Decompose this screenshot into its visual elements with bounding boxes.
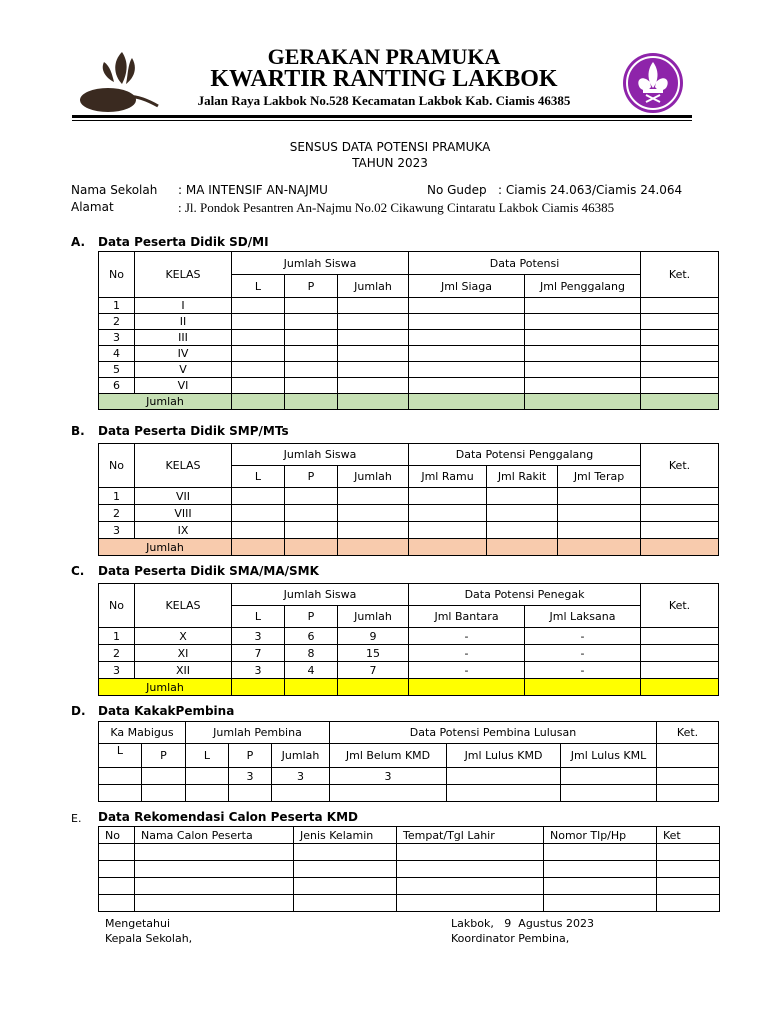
cell-l: 7: [232, 645, 285, 662]
cell-kelas: I: [135, 298, 232, 314]
cell-kelas: XII: [135, 662, 232, 679]
gudep-label: No Gudep: [427, 183, 487, 197]
col-jml-laksana: Jml Laksana: [525, 606, 641, 628]
col-l: L: [186, 744, 229, 768]
col-jumlah: Jumlah: [338, 606, 409, 628]
header-rule-thin: [72, 120, 692, 121]
cell-no: 2: [99, 314, 135, 330]
col-no: No: [99, 252, 135, 298]
col-no: No: [99, 584, 135, 628]
col-ttl: Tempat/Tgl Lahir: [397, 827, 544, 844]
col-jumlah-siswa: Jumlah Siswa: [232, 444, 409, 466]
section-a-title: Data Peserta Didik SD/MI: [98, 235, 269, 249]
cell-jumlah: 15: [338, 645, 409, 662]
table-row: [99, 645, 719, 662]
cell-kelas: VI: [135, 378, 232, 394]
doc-title: SENSUS DATA POTENSI PRAMUKA: [289, 140, 491, 154]
section-d-title: Data KakakPembina: [98, 704, 235, 718]
col-l: L: [232, 606, 285, 628]
col-nama: Nama Calon Peserta: [135, 827, 294, 844]
col-jml-rakit: Jml Rakit: [487, 466, 558, 488]
col-jumlah: Jumlah: [272, 744, 330, 768]
col-kelas: KELAS: [135, 252, 232, 298]
cell-no: 6: [99, 378, 135, 394]
table-row: [99, 346, 719, 362]
table-row: [99, 314, 719, 330]
col-kelas: KELAS: [135, 584, 232, 628]
col-ket: Ket.: [657, 722, 719, 744]
section-a-letter: A.: [71, 235, 86, 249]
table-row: [99, 662, 719, 679]
col-jumlah-siswa: Jumlah Siswa: [232, 584, 409, 606]
cell-belum-kmd: 3: [330, 768, 447, 785]
total-label: Jumlah: [99, 539, 232, 556]
table-row: [99, 895, 720, 912]
school-value: : MA INTENSIF AN-NAJMU: [178, 183, 328, 197]
table-row: [99, 628, 719, 645]
col-data-potensi: Data Potensi Penggalang: [409, 444, 641, 466]
col-jml-terap: Jml Terap: [558, 466, 641, 488]
cell-no: 3: [99, 522, 135, 539]
total-label: Jumlah: [99, 394, 232, 410]
table-row: [99, 298, 719, 314]
section-e-title: Data Rekomendasi Calon Peserta KMD: [98, 810, 358, 824]
cell-no: 4: [99, 346, 135, 362]
table-row: [99, 330, 719, 346]
cell-no: 5: [99, 362, 135, 378]
col-jml-ramu: Jml Ramu: [409, 466, 487, 488]
table-row: [99, 861, 720, 878]
col-jml-lulus-kmd: Jml Lulus KMD: [447, 744, 561, 768]
section-c-letter: C.: [71, 564, 85, 578]
col-jml-penggalang: Jml Penggalang: [525, 275, 641, 298]
table-row: [99, 505, 719, 522]
cell-kelas: V: [135, 362, 232, 378]
col-no: No: [99, 444, 135, 488]
col-kelas: KELAS: [135, 444, 232, 488]
section-b-letter: B.: [71, 424, 85, 438]
col-l: L: [232, 466, 285, 488]
table-pembina: [98, 721, 719, 802]
cell-l: 3: [232, 662, 285, 679]
table-smp: [98, 443, 719, 556]
col-p: P: [142, 744, 186, 768]
section-c-title: Data Peserta Didik SMA/MA/SMK: [98, 564, 319, 578]
total-row: [99, 394, 719, 410]
col-l: L: [232, 275, 285, 298]
table-row: [99, 522, 719, 539]
table-row: [99, 378, 719, 394]
cell-laksana: -: [525, 628, 641, 645]
col-jml-belum-kmd: Jml Belum KMD: [330, 744, 447, 768]
table-row: [99, 488, 719, 505]
cell-kelas: XI: [135, 645, 232, 662]
cell-kelas: II: [135, 314, 232, 330]
sign-right-line1: Lakbok, 9 Agustus 2023: [451, 917, 595, 930]
branch-name: KWARTIR RANTING LAKBOK: [210, 66, 558, 92]
col-p: P: [285, 275, 338, 298]
address-label: Alamat: [71, 200, 114, 214]
cell-no: 2: [99, 645, 135, 662]
col-p: P: [285, 606, 338, 628]
table-row: [99, 878, 720, 895]
cell-kelas: III: [135, 330, 232, 346]
section-e-letter: E.: [71, 812, 82, 825]
col-jml-lulus-kml: Jml Lulus KML: [561, 744, 657, 768]
cell-no: 2: [99, 505, 135, 522]
cell-kelas: X: [135, 628, 232, 645]
cell-p: 3: [229, 768, 272, 785]
col-ket: Ket.: [641, 584, 719, 628]
table-row: [99, 768, 719, 785]
cell-laksana: -: [525, 645, 641, 662]
col-ket: Ket.: [641, 444, 719, 488]
cell-jumlah: 7: [338, 662, 409, 679]
cell-p: 8: [285, 645, 338, 662]
col-ket: Ket.: [641, 252, 719, 298]
header-rule-thick: [72, 115, 692, 118]
address-value: : Jl. Pondok Pesantren An-Najmu No.02 Cikawung Cintaratu Lakbok Ciamis 46385: [178, 200, 615, 215]
col-p: P: [285, 466, 338, 488]
table-row: [99, 362, 719, 378]
cell-jumlah: 9: [338, 628, 409, 645]
cell-bantara: -: [409, 662, 525, 679]
org-name: GERAKAN PRAMUKA: [267, 44, 501, 69]
col-data-potensi: Data Potensi: [409, 252, 641, 275]
col-ka-mabigus: Ka Mabigus: [99, 722, 186, 744]
col-p: P: [229, 744, 272, 768]
col-ket: Ket: [657, 827, 720, 844]
cell-l: 3: [232, 628, 285, 645]
total-row: [99, 679, 719, 696]
col-jenis-kelamin: Jenis Kelamin: [294, 827, 397, 844]
doc-year: TAHUN 2023: [352, 156, 428, 170]
cell-bantara: -: [409, 628, 525, 645]
cell-p: 6: [285, 628, 338, 645]
cell-no: 1: [99, 488, 135, 505]
col-data-potensi: Data Potensi Penegak: [409, 584, 641, 606]
col-data-potensi-pembina: Data Potensi Pembina Lulusan: [330, 722, 657, 744]
cell-no: 3: [99, 330, 135, 346]
header-address: Jalan Raya Lakbok No.528 Kecamatan Lakbok Kab. Ciamis 46385: [197, 93, 571, 108]
total-row: [99, 539, 719, 556]
col-jumlah: Jumlah: [338, 466, 409, 488]
col-jumlah-pembina: Jumlah Pembina: [186, 722, 330, 744]
cell-kelas: IV: [135, 346, 232, 362]
cell-no: 1: [99, 298, 135, 314]
cell-kelas: VII: [135, 488, 232, 505]
table-row: [99, 785, 719, 802]
cell-kelas: VIII: [135, 505, 232, 522]
section-d-letter: D.: [71, 704, 86, 718]
sign-right-line2: Koordinator Pembina,: [451, 932, 570, 945]
cell-kelas: IX: [135, 522, 232, 539]
section-b-title: Data Peserta Didik SMP/MTs: [98, 424, 289, 438]
cell-laksana: -: [525, 662, 641, 679]
table-calon-kmd: [98, 826, 720, 912]
col-no: No: [99, 827, 135, 844]
col-jml-siaga: Jml Siaga: [409, 275, 525, 298]
total-label: Jumlah: [99, 679, 232, 696]
sign-left-line2: Kepala Sekolah,: [105, 932, 193, 945]
school-label: Nama Sekolah: [71, 183, 158, 197]
col-jml-bantara: Jml Bantara: [409, 606, 525, 628]
col-l: L: [99, 744, 142, 768]
col-jumlah: Jumlah: [338, 275, 409, 298]
gudep-value: : Ciamis 24.063/Ciamis 24.064: [498, 183, 683, 197]
cell-bantara: -: [409, 645, 525, 662]
cell-jumlah: 3: [272, 768, 330, 785]
cell-no: 3: [99, 662, 135, 679]
cell-p: 4: [285, 662, 338, 679]
table-row: [99, 844, 720, 861]
sign-left-line1: Mengetahui: [105, 917, 171, 930]
cell-no: 1: [99, 628, 135, 645]
col-tlp: Nomor Tlp/Hp: [544, 827, 657, 844]
table-sma: [98, 583, 719, 696]
table-sd: [98, 251, 719, 410]
col-jumlah-siswa: Jumlah Siswa: [232, 252, 409, 275]
